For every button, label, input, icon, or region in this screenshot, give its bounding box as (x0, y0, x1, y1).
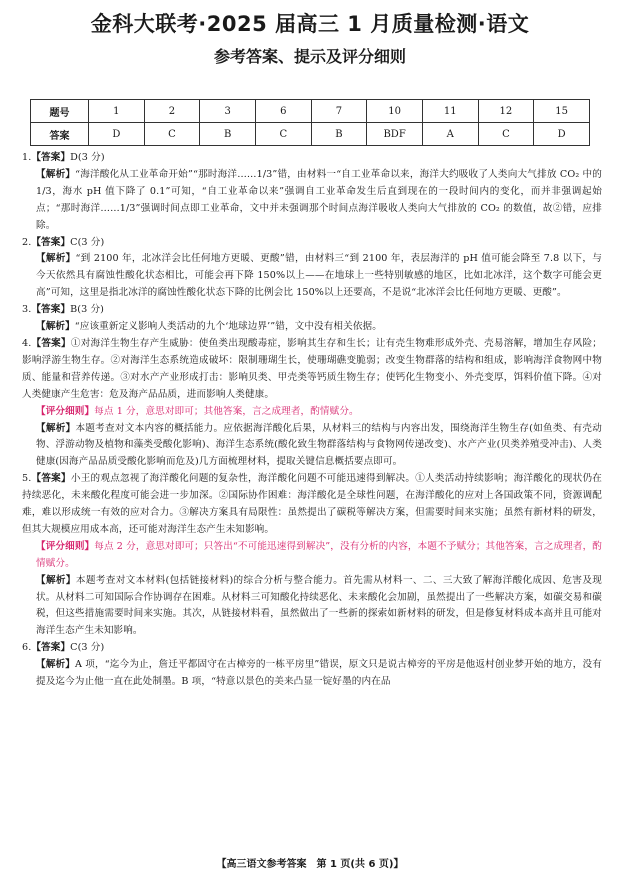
question-number-label: 题号 (31, 100, 89, 123)
question-number-cell: 6 (255, 100, 311, 123)
scoring-text: 每点 2 分，意思对即可；只答出“不可能迅速得到解决”，没有分析的内容，本题不予赋分；其他答案，言之成理者，酌情赋分。 (36, 540, 602, 569)
answer-explanations (22, 150, 602, 691)
answer-table (30, 99, 590, 146)
question-number: 1. (22, 152, 32, 163)
answer-text: D(3 分) (70, 152, 105, 163)
answer-tag: 【答案】 (31, 236, 71, 248)
answer-cell: D (89, 123, 145, 146)
answer-paragraph (22, 336, 602, 404)
answer-cell: C (144, 123, 200, 146)
analysis-text: 本题考查对文本材料(包括链接材料)的综合分析与整合能力。首先需从材料一、二、三大致了解海洋酸化成因、危害及现状。从材料二可知国际合作协调存在困难。从材料三可知酸化持续恶化、未来酸化会加剧，虽然提出了一些解决方案，如碳交易和碳税，但这些措施需要时间来实施。其次，从链接材料看，虽然做出了一些新的探索如新材料的研发，但是修复材料成本高并且可能对海洋生态产生未知影响。 (36, 574, 602, 637)
scoring-tag: 【评分细则】 (36, 540, 95, 552)
page-footer: 【高三语文参考答案 第 1 页(共 6 页)】 (216, 859, 404, 870)
answer-cell: BDF (367, 123, 423, 146)
analysis-paragraph (22, 421, 602, 472)
analysis-tag: 【解析】 (36, 168, 76, 180)
question-number-cell: 15 (534, 100, 590, 123)
scoring-paragraph (22, 404, 602, 421)
question-number: 3. (22, 304, 32, 316)
analysis-text: “应该重新定义影响人类活动的九个‘地球边界’”错，文中没有相关依据。 (74, 321, 382, 333)
answer-tag: 【答案】 (31, 473, 71, 485)
question-number-cell: 1 (89, 100, 145, 123)
answer-text: 小王的观点忽视了海洋酸化问题的复杂性，海洋酸化问题不可能迅速得到解决。①人类活动持续影响；海洋酸化的现状仍在持续恶化，未来酸化程度可能会进一步加深。②国际协作困难：海洋酸化是全球性问题，在海洋酸化的应对上各国政策不同，资源调配难，难以形成统一有效的应对合力。③解决方案具有局限性：虽然提出了碳税等解决方案，但需要时间来实施；虽然有新材料的研发，但其大规模应用成本高，还可能对海洋生态产生未知影响。 (22, 473, 602, 535)
page-title: 金科大联考·2025 届高三 1 月质量检测·语文 (90, 12, 530, 36)
answer-tag: 【答案】 (31, 304, 71, 316)
answer-text: C(3 分) (70, 642, 105, 654)
analysis-paragraph (22, 573, 602, 641)
question-number-row (31, 100, 590, 123)
answer-row (31, 123, 590, 146)
answer-cell: A (422, 123, 478, 146)
scoring-paragraph (22, 539, 602, 573)
answer-cell: D (534, 123, 590, 146)
answer-paragraph (22, 150, 602, 167)
answer-text: C(3 分) (70, 236, 105, 248)
answer-tag: 【答案】 (31, 337, 71, 349)
answer-paragraph (22, 235, 602, 252)
analysis-text: 本题考查对文本内容的概括能力。应依据海洋酸化后果，从材料三的结构与内容出发，围绕海洋生物生存(如鱼类、有壳动物、浮游动物及植物和藻类受酸化影响)、海洋生态系统(酸化致生物群落结构与食物网传递改变)、水产产业(贝类养殖受冲击)、人类健康(因海产品品质受酸化影响而危及)几方面梳理材料，提取关键信息概括要点即可。 (36, 422, 602, 468)
analysis-paragraph (22, 657, 602, 691)
question-number: 2. (22, 236, 32, 248)
answer-text: B(3 分) (70, 304, 105, 316)
analysis-tag: 【解析】 (36, 253, 76, 265)
question-number-cell: 2 (144, 100, 200, 123)
analysis-paragraph (22, 319, 602, 336)
answer-cell: B (200, 123, 256, 146)
question-number-cell: 3 (200, 100, 256, 123)
scoring-tag: 【评分细则】 (36, 405, 95, 417)
analysis-tag: 【解析】 (36, 574, 76, 586)
question-number-cell: 10 (367, 100, 423, 123)
analysis-paragraph (22, 167, 602, 235)
scoring-text: 每点 1 分，意思对即可；其他答案，言之成理者，酌情赋分。 (94, 405, 359, 417)
analysis-text: “海洋酸化从工业革命开始”“那时海洋……1/3”错，由材料一“自工业革命以来，海洋大约吸收了人类向大气排放 CO₂ 中的 1/3，海水 pH 值下降了 0.1”可知，“自工业革命以来”强调自工业革命发生后直到现在的一段时间内的变化，而并非强调起始点；“那时海洋……1/3”强调时间点即工业革命，文中并未强调那个时间点海洋吸收人类向大气排放的 CO₂ 的数值，故②错，应排除。 (36, 168, 602, 231)
analysis-text: A 项，“迄今为止，詹迁平都固守在古樟旁的一栋平房里”错误，原文只是说古樟旁的平房是他返村创业梦开始的地方，没有提及迄今为止他一直在此处制墨。B 项，“特意以景色的美来凸显一锭好墨的内在品 (36, 659, 602, 688)
question-number: 4. (22, 337, 32, 349)
answer-paragraph (22, 640, 602, 657)
analysis-paragraph (22, 251, 602, 302)
answer-cell: C (255, 123, 311, 146)
analysis-text: “到 2100 年，北冰洋会比任何地方更暖、更酸”错，由材料三“到 2100 年，表层海洋的 pH 值可能会降至 7.8 以下，与今天依然具有腐蚀性酸化状态相比，可能会再下降 150%以上——在地球上一些特别敏感的地区，比如北冰洋，这个数字可能会更高”可知，这里是指北冰洋的腐蚀性酸化状态下降的比例会比 150%以上还要高，不是说“北冰洋会比任何地方更暖、更酸”。 (36, 253, 602, 299)
answer-paragraph (22, 302, 602, 319)
question-number-cell: 11 (422, 100, 478, 123)
question-number: 6. (22, 642, 32, 654)
answer-paragraph (22, 471, 602, 539)
answer-cell: B (311, 123, 367, 146)
answer-cell: C (478, 123, 534, 146)
answer-tag: 【答案】 (31, 642, 71, 654)
answer-tag: 【答案】 (31, 152, 71, 163)
page-subtitle: 参考答案、提示及评分细则 (213, 47, 406, 66)
question-number: 5. (22, 473, 32, 485)
answer-label: 答案 (31, 123, 89, 146)
question-number-cell: 12 (478, 100, 534, 123)
analysis-tag: 【解析】 (36, 659, 75, 671)
analysis-tag: 【解析】 (36, 422, 76, 434)
answer-text: ①对海洋生物生存产生威胁：使鱼类出现酸毒症，影响其生存和生长；让有壳生物难形成外壳、壳易溶解，增加生存风险；影响浮游生物生存。②对海洋生态系统造成破坏：限制珊瑚生长，使珊瑚礁变脆弱；改变生物群落的结构和组成，影响海洋食物网中物质、能量和营养传递。③对水产产业形成打击：影响贝类、甲壳类等钙质生物生存；使钙化生物变小、外壳变厚，饵料价值下降。④对人类健康产生危害：危及海产品品质，进而影响人类健康。 (22, 337, 602, 400)
question-number-cell: 7 (311, 100, 367, 123)
analysis-tag: 【解析】 (36, 321, 75, 333)
